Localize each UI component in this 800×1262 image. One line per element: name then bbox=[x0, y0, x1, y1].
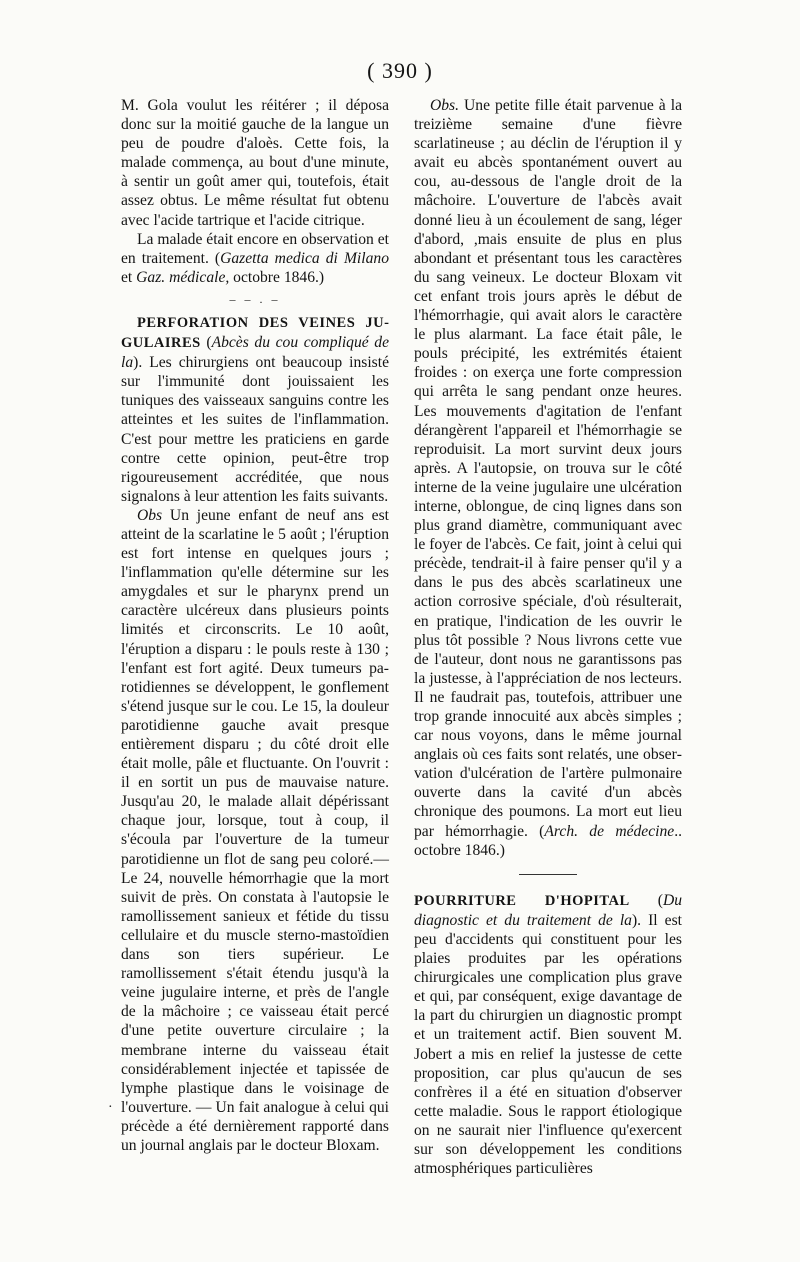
source-gazetta: Gazetta medica di Milano bbox=[220, 249, 389, 267]
paragraph-pourriture: Il est peu d'accidents qui constituent pour les plaies produites par les opérations chirurgicales une complication plus grave et qui, par conséquent, exige davantage de la part du chirurgien un diagnostic prompt et un traitement actif. Bien souvent M. Jobert a mis en relief la justesse de cette proposition, car plus qu'aucun de ses confrères il a été en situation d'observer cette maladie. Sous le rapport étiologique on ne saurait nier l'influence qu'exercent sur son développement les conditions atmosphériques particulières bbox=[414, 911, 682, 1178]
page-number: ( 390 ) bbox=[367, 58, 433, 83]
heading-sub-close: ). bbox=[133, 354, 143, 372]
section-rule bbox=[519, 874, 577, 875]
observation-text-2: Une petite fille était parvenue à la treizième semaine d'une fièvre scarlatineuse ; au déclin de l'éruption il y avait eu abcès spontanément ouvert au cou, au-dessous de l'angle droit de la mâchoire. L'ouverture de l'abcès avait donné lieu à un écoulement de sang, léger d'abord, ,mais ensuite de plus en plus abondant et présentant tous les caractères du sang veineux. Le docteur Bloxam vit cet enfant trois jours après le début de l'hémorrhagie, qui avait alors le caractère le plus alarmant. La face était pâle, le pouls précipité, les extrémités étaient froides : on exerça une forte compression qui arrêta le sang pendant onze heures. Les mouvements d'agitation de l'enfant dérangèrent l'appareil et l'hémorrhagie se reproduisit. La mort survint deux jours après. A l'autopsie, on trouva sur le côté interne de la veine jugulaire une ulcération interne, oblongue, de cinq lignes dans son plus grand diamètre, communiquant avec le foyer de l'abcès. Ce fait, joint à celui qui précède, tendrait-il à faire penser qu'il y a dans le pus des abcès scarlatineux une action corrosive spéciale, d'où résulterait, en pratique, l'indication de les ouvrir le plus tôt possible ? Nous livrons cette vue de l'auteur, dont nous ne garantissons pas la justesse, à l'appréciation de nos lecteurs. Il ne faudrait pas, toutefois, attribuer une trop grande innocuité aux abcès simples ; car nous voyons, dans le même journal anglais où ces faits sont relatés, une observation d'ulcération de l'artère pulmonaire ouverte dans la cavité d'un abcès chronique des poumons. La mort eut lieu par hémorrhagie. ( bbox=[414, 97, 682, 840]
section-heading-perforation: PERFORATION DES VEINES JUGULAIRES bbox=[121, 314, 389, 352]
section-pourriture bbox=[414, 891, 682, 1178]
source-archives-date: .. octobre 1846.) bbox=[414, 822, 682, 859]
section-perforation bbox=[121, 313, 389, 506]
observation-text: Un jeune enfant de neuf ans est atteint de la scarlatine le 5 août ; l'éruption est fort intense en quelques jours ; l'inflammation qu'elle détermine sur les amygdales et sur le pharynx prend un caractère ulcéreux dans plusieurs points limités et circonscrits. Le 10 août, l'éruption a disparu : le pouls reste à 130 ; l'enfant est fort agité. Deux tumeurs parotidiennes se développent, le gonflement s'étend jusque sur le cou. Le 15, la douleur parotidienne gauche avait presque entièrement disparu ; du côté droit elle était molle, pâle et fluctuante. On l'ouvrit : il en sortit un pus de mauvaise nature. Jusqu'au 20, le malade allait dépérissant chaque jour, lorsque, tout à coup, il s'écoula par l'ouverture de la tumeur parotidienne un flot de sang peu coloré.—Le 24, nouvelle hémorrhagie que la mort suivit de près. On constata à l'autopsie le ramollissement sanieux et fétide du tissu cellulaire et du muscle sterno-mastoïdien dans son tiers supérieur. Le ramollissement s'était étendu jusqu'à la veine jugulaire interne, et près de l'angle de la mâchoire ; ce vaisseau était percé d'une petite ouverture circulaire ; la membrane interne du vaisseau était considérablement injectée et tapissée de lymphe plastique dans le voisinage de l'ouverture. — Un fait analogue à celui qui précède a été dernièrement rapporté dans un journal anglais par le docteur Bloxam. bbox=[121, 506, 389, 1154]
heading-subtitle: Abcès du cou compliqué de la bbox=[121, 334, 389, 372]
paragraph-observation-1 bbox=[121, 506, 389, 1155]
source-date: octobre 1846.) bbox=[229, 268, 325, 286]
paragraph-status bbox=[121, 230, 389, 287]
margin-mark: · bbox=[108, 1100, 113, 1115]
section-heading-pourriture: POURRITURE D'HOPITAL bbox=[414, 892, 630, 909]
heading-sub-close-2: ). bbox=[631, 911, 642, 929]
paragraph-intro: Les chirurgiens ont beaucoup insisté sur l'immunité dont jouissaient les tuniques des vaisseaux sanguins contre les atteintes et les suites de l'inflammation. C'est pour mettre les praticiens en garde contre cette opinion, peut-être trop rigoureusement accréditée, que nous signalons à leur attention les faits suivants. bbox=[121, 354, 389, 505]
section-divider: – – . – bbox=[229, 291, 281, 306]
heading-subtitle-2: Du diagnostic et du traitement de la bbox=[414, 891, 682, 929]
heading-sub-open-2: ( bbox=[629, 891, 663, 909]
left-column bbox=[121, 96, 389, 1155]
paragraph-continuation: M. Gola voulut les réitérer ; il déposa donc sur la moitié gauche de la langue un peu de poudre d'aloès. Cette fois, la malade commença, au bout d'une minute, à sentir un goût amer qui, toutefois, était assez obtus. Le même résultat fut obtenu avec l'acide tartrique et l'acide citrique. bbox=[121, 97, 389, 229]
obs-label-2: Obs. bbox=[430, 97, 460, 114]
right-column bbox=[414, 96, 682, 1178]
status-text: La malade était encore en observation et en traitement. ( bbox=[121, 230, 389, 267]
paragraph-observation-2 bbox=[414, 96, 682, 860]
source-and: et bbox=[121, 268, 137, 286]
heading-sub-open: ( bbox=[200, 334, 212, 352]
source-gaz-medicale: Gaz. médicale, bbox=[136, 268, 230, 286]
source-archives: Arch. de médecine bbox=[544, 822, 675, 840]
obs-label: Obs bbox=[137, 506, 163, 524]
